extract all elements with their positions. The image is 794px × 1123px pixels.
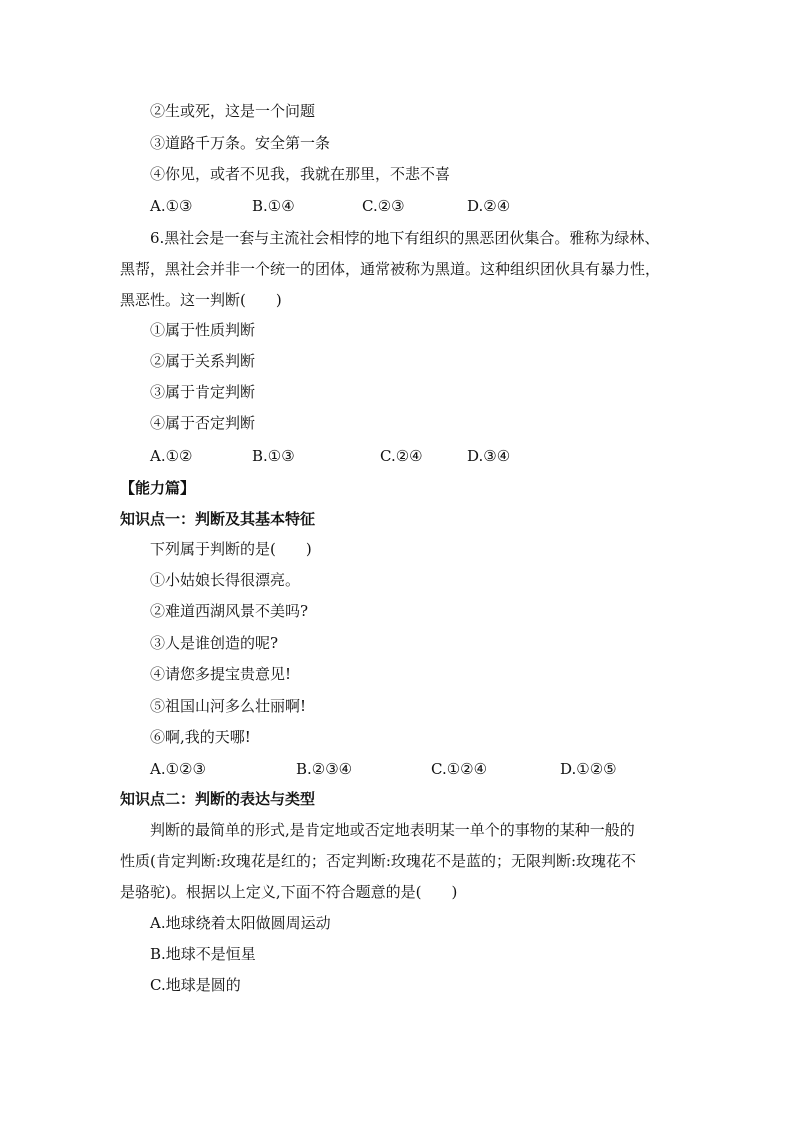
kp1-option-b: B.②③④ [296,760,353,778]
kp1-option-d: D.①②⑤ [560,760,617,778]
q5-option-c: C.②③ [362,197,405,215]
kp2-option-a: A.地球绕着太阳做圆周运动 [150,914,331,932]
section-title: 【能力篇】 [120,479,196,497]
q6-item-1: ①属于性质判断 [150,321,256,339]
q6-option-a: A.①② [150,447,193,465]
q6-option-d: D.③④ [467,447,511,465]
kp1-item-6: ⑥啊,我的天哪! [150,728,251,746]
q6-option-c: C.②④ [380,447,423,465]
kp1-question: 下列属于判断的是( ) [150,540,312,558]
kp1-title: 知识点一：判断及其基本特征 [120,510,316,528]
q5-item-4: ④你见，或者不见我，我就在那里，不悲不喜 [150,165,451,183]
kp2-stem-line-1: 判断的最简单的形式,是肯定地或否定地表明某一单个的事物的某种一般的 [150,821,635,839]
q6-item-4: ④属于否定判断 [150,414,256,432]
kp1-option-c: C.①②④ [431,760,488,778]
kp1-option-a: A.①②③ [150,760,206,778]
q5-item-2: ②生或死，这是一个问题 [150,102,316,120]
q5-item-3: ③道路千万条。安全第一条 [150,134,331,152]
q6-stem-line-2: 黑帮，黑社会并非一个统一的团体，通常被称为黑道。这种组织团伙具有暴力性， [120,260,661,278]
q5-option-d: D.②④ [467,197,511,215]
q6-option-b: B.①③ [252,447,295,465]
kp2-stem-line-2: 性质(肯定判断:玫瑰花是红的；否定判断:玫瑰花不是蓝的；无限判断:玫瑰花不 [120,852,637,870]
kp1-item-5: ⑤祖国山河多么壮丽啊! [150,697,307,715]
q5-option-a: A.①③ [150,197,193,215]
kp1-item-3: ③人是谁创造的呢? [150,634,279,652]
kp2-title: 知识点二：判断的表达与类型 [120,790,316,808]
kp1-item-1: ①小姑娘长得很漂亮。 [150,571,301,589]
q6-item-3: ③属于肯定判断 [150,383,256,401]
q5-option-b: B.①④ [252,197,295,215]
kp2-option-b: B.地球不是恒星 [150,945,256,963]
kp2-stem-line-3: 是骆驼)。根据以上定义,下面不符合题意的是( ) [120,883,458,901]
kp2-option-c: C.地球是圆的 [150,976,241,994]
q6-item-2: ②属于关系判断 [150,352,256,370]
kp1-item-2: ②难道西湖风景不美吗? [150,602,309,620]
kp1-item-4: ④请您多提宝贵意见! [150,665,292,683]
q6-stem-line-1: 6.黑社会是一套与主流社会相悖的地下有组织的黑恶团伙集合。雅称为绿林、 [150,229,660,247]
q6-stem-line-3: 黑恶性。这一判断( ) [120,291,282,309]
